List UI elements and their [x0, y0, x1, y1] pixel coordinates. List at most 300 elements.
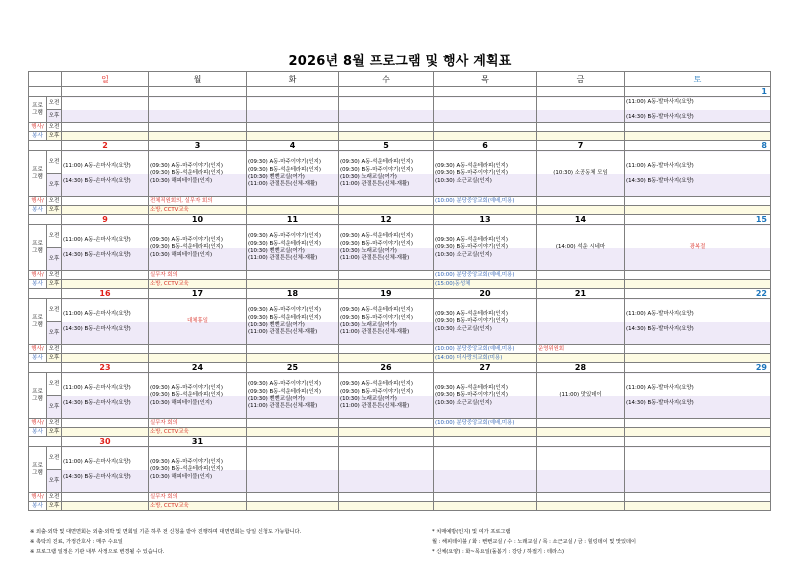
- program-row-am: [29, 299, 771, 322]
- program-cell: [434, 373, 537, 419]
- event-cell-pm: [434, 428, 537, 437]
- event-pm-label: 오후: [47, 206, 62, 215]
- footer-note: ※ 촉탁의 진료, 가정간호사 : 매주 수요일: [30, 539, 123, 545]
- date-cell: [625, 437, 771, 447]
- program-cell: [625, 447, 771, 493]
- date-cell: 26: [339, 363, 434, 373]
- date-cell: 16: [62, 289, 149, 299]
- program-item: (09:30) B동-마주이야기(인지): [340, 166, 413, 173]
- program-label: 프로 그램: [29, 225, 47, 271]
- program-item: (14:30) B동-손마사지(요양): [63, 473, 131, 480]
- event-cell-am: (10:00) 분당중앙교회(예배,미용): [434, 345, 537, 354]
- event-cell-am: 실무자 회의: [149, 271, 247, 280]
- date-row: [29, 87, 771, 97]
- date-row: [29, 437, 771, 447]
- program-item: [63, 392, 147, 399]
- program-item: (14:30) B동-발마사지(요양): [626, 113, 694, 120]
- program-cell: [149, 225, 247, 271]
- event-cell-am: [339, 345, 434, 354]
- program-cell: [537, 97, 625, 123]
- event-cell-am: [434, 123, 537, 132]
- program-item: (11:00) 관절튼튼(신체-재활): [248, 403, 318, 410]
- program-item: (14:30) B동-손마사지(요양): [63, 177, 131, 184]
- weekday-fri: 금: [537, 72, 625, 87]
- program-item: 광복절: [689, 244, 706, 251]
- event-cell-pm: 소방, CCTV교육: [149, 502, 247, 511]
- pm-label: 오후: [47, 248, 62, 271]
- program-item: (11:00) 맛있데이: [559, 392, 602, 399]
- event-label: 행사/: [29, 271, 47, 280]
- program-cell: [434, 225, 537, 271]
- program-item: [626, 392, 769, 399]
- event-row-am: [29, 271, 771, 280]
- event-cell-am: 운영위원회: [537, 345, 625, 354]
- event-pm-label: 오후: [47, 132, 62, 141]
- program-cell: [434, 447, 537, 493]
- pm-label: 오후: [47, 322, 62, 345]
- event-label: 행사/: [29, 493, 47, 502]
- event-cell-am: [625, 271, 771, 280]
- program-label: 프로 그램: [29, 151, 47, 197]
- event-row-pm: [29, 502, 771, 511]
- date-cell: 13: [434, 215, 537, 225]
- program-cell: [625, 373, 771, 419]
- program-cell: [62, 97, 149, 123]
- program-item: (11:00) 관절튼튼(신체-재활): [248, 329, 318, 336]
- date-cell: [247, 87, 339, 97]
- event-cell-pm: [62, 280, 149, 289]
- event-cell-am: [247, 271, 339, 280]
- event-am-label: 오전: [47, 197, 62, 206]
- program-item: (09:30) A동-마주이야기(인지): [248, 233, 321, 240]
- event-label: 봉사: [29, 428, 47, 437]
- program-item: [626, 170, 769, 177]
- event-cell-pm: [149, 354, 247, 363]
- event-am-label: 오전: [47, 493, 62, 502]
- program-cell: [537, 225, 625, 271]
- program-item: (10:30) 해피테이블(인지): [150, 251, 213, 258]
- event-am-label: 오전: [47, 123, 62, 132]
- program-item: (11:00) 관절튼튼(신체-재활): [340, 329, 410, 336]
- calendar-table: [28, 71, 771, 511]
- date-cell: 9: [62, 215, 149, 225]
- program-label: 프로 그램: [29, 373, 47, 419]
- date-cell: 24: [149, 363, 247, 373]
- event-cell-am: [625, 419, 771, 428]
- program-item: (10:30) 노래교실(여가): [340, 248, 397, 254]
- event-cell-am: [537, 419, 625, 428]
- program-cell: [149, 447, 247, 493]
- date-cell: [537, 437, 625, 447]
- event-cell-am: 전체직원회의, 실무자 회의: [149, 197, 247, 206]
- program-item: (09:30) B동-석운테라피(인지): [150, 170, 223, 177]
- program-cell: [339, 299, 434, 345]
- date-cell: 19: [339, 289, 434, 299]
- program-item: (10:30) 노래교실(여가): [340, 396, 397, 402]
- event-cell-pm: [247, 428, 339, 437]
- event-cell-am: (10:00) 분당중앙교회(예배,미용): [434, 419, 537, 428]
- program-item: (09:30) A동-석운테라피(인지): [340, 381, 413, 388]
- event-cell-pm: [149, 132, 247, 141]
- program-cell: [625, 225, 771, 271]
- program-item: (09:30) B동-석운테라피(인지): [248, 240, 321, 247]
- event-cell-am: (10:00) 분당중앙교회(예배,미용): [434, 197, 537, 206]
- program-item: (09:30) B동-석운테라피(인지): [150, 466, 223, 473]
- program-item: (14:00) 석운 시네마: [555, 244, 606, 251]
- date-row: [29, 289, 771, 299]
- program-item: [63, 244, 147, 251]
- date-cell: [434, 87, 537, 97]
- program-item: (10:30) 해피테이블(인지): [150, 177, 213, 184]
- program-item: (11:00) 관절튼튼(신체-재활): [248, 181, 318, 188]
- event-cell-pm: (15:00)동성체: [434, 280, 537, 289]
- pm-label: 오후: [47, 396, 62, 419]
- program-cell: [339, 225, 434, 271]
- program-item: (11:00) 관절튼튼(신체-재활): [340, 255, 410, 262]
- event-cell-pm: [247, 502, 339, 511]
- event-cell-pm: [62, 132, 149, 141]
- event-cell-am: [537, 123, 625, 132]
- program-cell: [339, 373, 434, 419]
- date-row-corner: [29, 87, 62, 97]
- date-cell: 8: [625, 141, 771, 151]
- footer-notes-right: [432, 527, 636, 557]
- program-cell: [247, 373, 339, 419]
- program-item: (11:00) 관절튼튼(신체-재활): [340, 403, 410, 410]
- event-cell-pm: 소방, CCTV교육: [149, 280, 247, 289]
- program-item: (11:00) 관절튼튼(신체-재활): [248, 255, 318, 262]
- program-cell: [537, 373, 625, 419]
- weekday-mon: 월: [149, 72, 247, 87]
- event-cell-am: [247, 493, 339, 502]
- date-cell: 21: [537, 289, 625, 299]
- program-item: (11:00) A동-손마사지(요양): [63, 162, 131, 169]
- program-item: (09:30) A동-석운테라피(인지): [340, 159, 413, 166]
- event-cell-am: [247, 345, 339, 354]
- program-row-am: [29, 373, 771, 396]
- program-item: (14:30) B동-발마사지(요양): [626, 177, 694, 184]
- event-cell-pm: [339, 206, 434, 215]
- event-cell-pm: [434, 502, 537, 511]
- footer-note: ※ 프로그램 일정은 기관 내부 사정으로 변경될 수 있습니다.: [30, 549, 165, 555]
- event-cell-am: [247, 123, 339, 132]
- event-cell-pm: [625, 280, 771, 289]
- am-label: 오전: [47, 447, 62, 470]
- event-row-am: [29, 345, 771, 354]
- event-cell-pm: [434, 206, 537, 215]
- footer-note: 월 : 해피테이블 / 화 : 뻔뻔교실 / 수 : 노래교실 / 목 : 소근교실 / 금 : 힐링데이 및 맛있데이: [432, 539, 637, 545]
- program-item: (11:00) A동-발마사지(요양): [626, 310, 694, 317]
- date-cell: 31: [149, 437, 247, 447]
- program-cell: [247, 151, 339, 197]
- event-cell-am: [62, 271, 149, 280]
- program-item: (09:30) A동-석운테라피(인지): [340, 307, 413, 314]
- event-pm-label: 오후: [47, 502, 62, 511]
- event-cell-am: 실무자 회의: [149, 419, 247, 428]
- program-cell: [339, 151, 434, 197]
- program-item: [538, 311, 623, 318]
- date-cell: 1: [625, 87, 771, 97]
- event-cell-am: [247, 419, 339, 428]
- date-cell: 14: [537, 215, 625, 225]
- event-am-label: 오전: [47, 271, 62, 280]
- date-cell: 20: [434, 289, 537, 299]
- program-item: [538, 178, 623, 185]
- program-item: (09:30) B동-석운테라피(인지): [150, 244, 223, 251]
- program-item: (14:30) B동-손마사지(요양): [63, 325, 131, 332]
- header-corner: [29, 72, 62, 87]
- date-row-corner: [29, 437, 62, 447]
- event-row-pm: [29, 428, 771, 437]
- am-label: 오전: [47, 97, 62, 110]
- event-cell-am: [625, 345, 771, 354]
- date-cell: [339, 437, 434, 447]
- event-cell-pm: (14:00) 더사랑의교회(미용): [434, 354, 537, 363]
- program-cell: [339, 97, 434, 123]
- program-item: [63, 318, 147, 325]
- program-cell: [149, 151, 247, 197]
- program-item: (11:00) A동-손마사지(요양): [63, 310, 131, 317]
- date-row-corner: [29, 141, 62, 151]
- event-cell-am: [149, 345, 247, 354]
- date-cell: [434, 437, 537, 447]
- program-item: [626, 318, 769, 325]
- program-item: (09:30) A동-마주이야기(인지): [248, 159, 321, 166]
- program-item: [626, 252, 769, 259]
- event-cell-pm: [339, 428, 434, 437]
- date-cell: 5: [339, 141, 434, 151]
- event-cell-pm: 소방, CCTV교육: [149, 206, 247, 215]
- program-cell: [339, 447, 434, 493]
- program-item: (09:30) A동-마주이야기(인지): [150, 458, 223, 465]
- date-row-corner: [29, 215, 62, 225]
- program-item: (14:30) B동-손마사지(요양): [63, 251, 131, 258]
- program-item: (14:30) B동-발마사지(요양): [626, 325, 694, 332]
- event-label: 봉사: [29, 502, 47, 511]
- event-cell-pm: [625, 428, 771, 437]
- program-cell: [247, 225, 339, 271]
- program-item: (10:30) 해피테이블(인지): [150, 473, 213, 480]
- program-item: (11:00) 관절튼튼(신체-재활): [340, 181, 410, 188]
- event-cell-am: [434, 493, 537, 502]
- program-item: (09:30) A동-마주이야기(인지): [150, 162, 223, 169]
- event-cell-am: [62, 123, 149, 132]
- event-pm-label: 오후: [47, 428, 62, 437]
- date-cell: 30: [62, 437, 149, 447]
- pm-label: 오후: [47, 110, 62, 123]
- am-label: 오전: [47, 373, 62, 396]
- program-item: [626, 106, 769, 113]
- date-cell: 17: [149, 289, 247, 299]
- footer-notes-left: [30, 527, 301, 557]
- program-item: (09:30) B동-마주이야기(인지): [435, 170, 508, 177]
- program-item: (10:30) 뻔뻔교실(여가): [248, 174, 305, 180]
- date-cell: [247, 437, 339, 447]
- date-cell: 7: [537, 141, 625, 151]
- program-item: (09:30) A동-마주이야기(인지): [150, 384, 223, 391]
- program-item: (10:30) 해피테이블(인지): [150, 399, 213, 406]
- program-label: 프로 그램: [29, 447, 47, 493]
- program-item: (09:30) B동-마주이야기(인지): [435, 318, 508, 325]
- event-cell-pm: [625, 354, 771, 363]
- event-cell-pm: [62, 502, 149, 511]
- event-row-am: [29, 197, 771, 206]
- program-row-am: [29, 151, 771, 174]
- date-cell: 12: [339, 215, 434, 225]
- date-row: [29, 215, 771, 225]
- event-cell-pm: [339, 502, 434, 511]
- program-cell: [625, 97, 771, 123]
- event-cell-am: [537, 271, 625, 280]
- program-item: (09:30) A동-마주이야기(인지): [248, 307, 321, 314]
- date-row: [29, 363, 771, 373]
- event-label: 행사/: [29, 123, 47, 132]
- program-item: (09:30) B동-마주이야기(인지): [340, 388, 413, 395]
- date-cell: 23: [62, 363, 149, 373]
- date-row: [29, 141, 771, 151]
- footer-note: * 신체(요양) : 화~목요일(돌봄기 : 강당 / 하절기 : 테라스): [432, 549, 565, 555]
- program-cell: [149, 97, 247, 123]
- date-cell: 22: [625, 289, 771, 299]
- program-item: (11:00) A동-발마사지(요양): [626, 162, 694, 169]
- event-cell-pm: [537, 206, 625, 215]
- program-cell: [247, 447, 339, 493]
- weekday-sun: 일: [62, 72, 149, 87]
- event-row-am: [29, 419, 771, 428]
- program-item: [538, 318, 623, 325]
- event-row-pm: [29, 132, 771, 141]
- event-cell-pm: [62, 206, 149, 215]
- program-item: (09:30) B동-마주이야기(인지): [340, 314, 413, 321]
- event-cell-pm: [434, 132, 537, 141]
- event-cell-am: [625, 197, 771, 206]
- program-cell: [62, 299, 149, 345]
- program-cell: [625, 151, 771, 197]
- program-item: (09:30) B동-석운테라피(인지): [248, 166, 321, 173]
- weekday-wed: 수: [339, 72, 434, 87]
- date-cell: 4: [247, 141, 339, 151]
- event-cell-am: [339, 493, 434, 502]
- event-cell-pm: [247, 280, 339, 289]
- am-label: 오전: [47, 299, 62, 322]
- program-label: 프로 그램: [29, 299, 47, 345]
- event-cell-am: [62, 345, 149, 354]
- event-cell-am: (10:00) 분당중앙교회(예배,미용): [434, 271, 537, 280]
- event-row-pm: [29, 206, 771, 215]
- program-item: [538, 400, 623, 407]
- event-cell-am: [62, 419, 149, 428]
- program-cell: [62, 447, 149, 493]
- event-cell-am: [339, 197, 434, 206]
- program-item: (14:30) B동-손마사지(요양): [63, 399, 131, 406]
- date-cell: [62, 87, 149, 97]
- program-item: (09:30) A동-석운테라피(인지): [340, 233, 413, 240]
- program-item: (10:30) 소근교실(인지): [435, 177, 492, 184]
- event-row-pm: [29, 354, 771, 363]
- event-cell-am: [62, 493, 149, 502]
- program-item: (09:30) A동-석운테라피(인지): [435, 236, 508, 243]
- event-cell-am: [149, 123, 247, 132]
- program-cell: [625, 299, 771, 345]
- event-cell-pm: 소방, CCTV교육: [149, 428, 247, 437]
- event-cell-am: [62, 197, 149, 206]
- event-label: 봉사: [29, 132, 47, 141]
- event-cell-pm: [537, 502, 625, 511]
- weekday-sat: 토: [625, 72, 771, 87]
- program-item: (10:30) 뻔뻔교실(여가): [248, 396, 305, 402]
- weekday-thu: 목: [434, 72, 537, 87]
- event-cell-pm: [247, 132, 339, 141]
- event-cell-pm: [62, 428, 149, 437]
- program-item: (10:30) 노래교실(여가): [340, 174, 397, 180]
- event-pm-label: 오후: [47, 354, 62, 363]
- program-item: (10:30) 소공동체 모임: [553, 170, 608, 177]
- program-item: (11:00) A동-손마사지(요양): [63, 236, 131, 243]
- program-item: (11:00) A동-발마사지(요양): [626, 98, 694, 105]
- pm-label: 오후: [47, 470, 62, 493]
- program-item: (11:00) A동-손마사지(요양): [63, 384, 131, 391]
- event-cell-pm: [537, 354, 625, 363]
- program-cell: [247, 97, 339, 123]
- program-item: (14:30) B동-발마사지(요양): [626, 399, 694, 406]
- event-label: 행사/: [29, 197, 47, 206]
- date-cell: 15: [625, 215, 771, 225]
- program-cell: [537, 299, 625, 345]
- event-cell-pm: [339, 132, 434, 141]
- program-item: (10:30) 소근교실(인지): [435, 325, 492, 332]
- program-row-am: [29, 447, 771, 470]
- weekday-header-row: [29, 72, 771, 87]
- event-label: 행사/: [29, 419, 47, 428]
- event-label: 봉사: [29, 280, 47, 289]
- date-cell: 29: [625, 363, 771, 373]
- program-item: (10:30) 노래교실(여가): [340, 322, 397, 328]
- program-item: [538, 252, 623, 259]
- event-label: 봉사: [29, 354, 47, 363]
- footer-note: ※ 외출·외박 및 대면면회는 외출·외박 및 면회일 기준 하루 전 신청을 받아 진행하며 대면면회는 당일 신청도 가능합니다.: [30, 529, 302, 535]
- date-cell: 25: [247, 363, 339, 373]
- date-cell: 18: [247, 289, 339, 299]
- program-item: (09:30) B동-석운테라피(인지): [248, 314, 321, 321]
- event-row-am: [29, 123, 771, 132]
- am-label: 오전: [47, 151, 62, 174]
- event-cell-pm: [537, 428, 625, 437]
- event-am-label: 오전: [47, 419, 62, 428]
- program-cell: [537, 151, 625, 197]
- event-am-label: 오전: [47, 345, 62, 354]
- date-cell: 27: [434, 363, 537, 373]
- program-cell: [149, 299, 247, 345]
- program-item: (10:30) 소근교실(인지): [435, 251, 492, 258]
- program-label: 프로 그램: [29, 97, 47, 123]
- program-item: (09:30) A동-석운테라피(인지): [435, 310, 508, 317]
- event-label: 봉사: [29, 206, 47, 215]
- date-row-corner: [29, 363, 62, 373]
- event-cell-am: [625, 493, 771, 502]
- event-cell-am: [537, 197, 625, 206]
- program-item: (09:30) B동-석운테라피(인지): [150, 392, 223, 399]
- program-item: (09:30) B동-마주이야기(인지): [435, 392, 508, 399]
- event-cell-pm: [537, 280, 625, 289]
- page-title: 2026년 8월 프로그램 및 행사 계획표: [288, 54, 512, 69]
- event-cell-pm: [247, 354, 339, 363]
- program-item: [538, 326, 623, 333]
- date-cell: 2: [62, 141, 149, 151]
- event-cell-am: 실무자 회의: [149, 493, 247, 502]
- date-cell: [149, 87, 247, 97]
- date-row-corner: [29, 289, 62, 299]
- program-item: 대체휴일: [187, 318, 208, 325]
